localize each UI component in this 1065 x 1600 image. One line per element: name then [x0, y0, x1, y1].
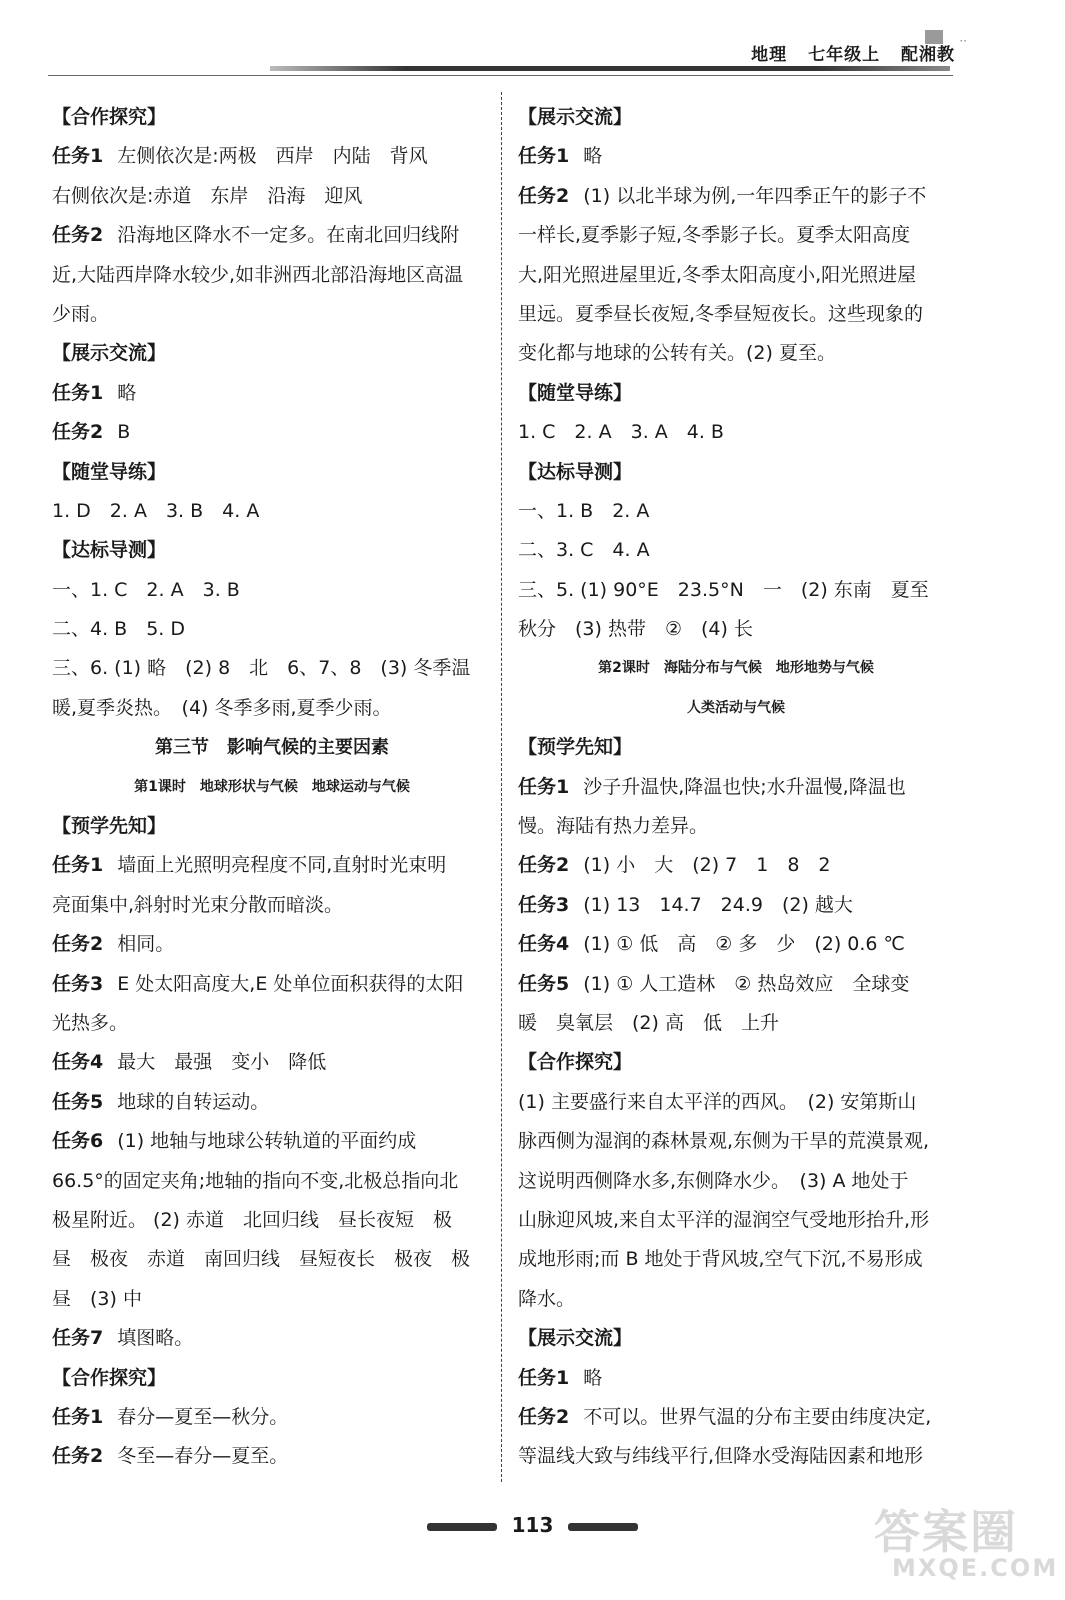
answer-text: 1. D 2. A 3. B 4. A [52, 499, 260, 522]
answer-text: 里远。夏季昼长夜短,冬季昼短夜长。这些现象的 [518, 302, 924, 325]
lesson-subtitle: 第2课时 海陆分布与气候 地形地势与气候 [598, 660, 874, 677]
section-heading: 【预学先知】 [518, 736, 633, 759]
section-heading: 【合作探究】 [518, 1051, 633, 1074]
task-label: 任务6 [52, 1130, 104, 1153]
page-number-right-ornament [568, 1523, 638, 1531]
section-heading: 【合作探究】 [52, 1366, 167, 1389]
answer-text: 秋分 (3) 热带 ② (4) 长 [518, 618, 753, 641]
task-line [52, 216, 492, 255]
task-line [52, 846, 492, 885]
task-line [518, 137, 954, 176]
answer-text: 近,大陆西岸降水较少,如非洲西北部沿海地区高温 [52, 263, 464, 286]
task-line [52, 1043, 492, 1082]
task-answer: 略 [117, 381, 137, 404]
task-answer: (1) 以北半球为例,一年四季正午的影子不 [583, 184, 927, 207]
task-label: 任务1 [52, 381, 104, 404]
section-heading: 【展示交流】 [518, 106, 633, 128]
task-answer: 略 [583, 145, 603, 168]
section-heading: 【预学先知】 [52, 815, 167, 838]
task-line [518, 965, 954, 1004]
left-column [52, 98, 492, 1477]
answer-text: 大,阳光照进屋里近,冬季太阳高度小,阳光照进屋 [518, 263, 917, 286]
answer-text: 成地形雨;而 B 地处于背风坡,空气下沉,不易形成 [518, 1248, 923, 1271]
answer-text: 降水。 [518, 1287, 576, 1310]
task-label: 任务4 [52, 1051, 104, 1074]
watermark-url: MXQE.COM [892, 1554, 1059, 1582]
task-line [52, 925, 492, 964]
section-heading: 【随堂导练】 [518, 381, 633, 404]
task-line [52, 413, 492, 452]
page-number: 113 [511, 1513, 554, 1537]
task-answer: 沙子升温快,降温也快;水升温慢,降温也 [583, 775, 906, 798]
task-label: 任务4 [518, 933, 570, 956]
column-divider [501, 92, 502, 1482]
section-heading: 【随堂导练】 [52, 460, 167, 483]
task-answer: (1) 小 大 (2) 7 1 8 2 [583, 854, 831, 877]
task-answer: 略 [583, 1366, 603, 1389]
task-answer: 填图略。 [117, 1327, 194, 1350]
task-answer: B [117, 421, 131, 444]
task-answer: 墙面上光照明亮程度不同,直射时光束明 [117, 854, 447, 877]
answer-text: 慢。海陆有热力差异。 [518, 815, 709, 838]
section-heading: 【展示交流】 [52, 342, 167, 365]
lesson-subtitle: 第1课时 地球形状与气候 地球运动与气候 [134, 778, 410, 795]
task-line [518, 768, 954, 807]
right-column [518, 98, 954, 1477]
task-label: 任务5 [52, 1090, 104, 1113]
header-subject: 地理 [751, 45, 788, 65]
task-answer: 最大 最强 变小 降低 [117, 1051, 327, 1074]
answer-text: 暖 臭氧层 (2) 高 低 上升 [518, 1011, 779, 1034]
task-label: 任务2 [518, 854, 570, 877]
answer-text: 右侧依次是:赤道 东岸 沿海 迎风 [52, 184, 363, 207]
answer-text: 山脉迎风坡,来自太平洋的湿润空气受地形抬升,形 [518, 1208, 930, 1231]
answer-text: 1. C 2. A 3. A 4. B [518, 421, 724, 444]
task-line [52, 1398, 492, 1437]
task-label: 任务1 [518, 775, 570, 798]
task-label: 任务5 [518, 972, 570, 995]
task-label: 任务2 [52, 421, 104, 444]
answer-text: 二、4. B 5. D [52, 618, 186, 641]
answer-text: 66.5°的固定夹角;地轴的指向不变,北极总指向北 [52, 1169, 459, 1192]
answer-text: 一、1. C 2. A 3. B [52, 578, 240, 601]
header-edition: 配湘教 [901, 45, 955, 65]
task-answer: (1) ① 低 高 ② 多 少 (2) 0.6 ℃ [583, 933, 905, 956]
page-header [737, 40, 955, 65]
task-line [518, 1359, 954, 1398]
task-answer: 冬至—春分—夏至。 [117, 1445, 289, 1468]
answer-text: 三、5. (1) 90°E 23.5°N 一 (2) 东南 夏至 [518, 578, 929, 601]
answer-text: 三、6. (1) 略 (2) 8 北 6、7、8 (3) 冬季温 [52, 657, 471, 680]
watermark-text: 答案圈 [874, 1505, 1018, 1559]
answer-text: 亮面集中,斜射时光束分散而暗淡。 [52, 893, 344, 916]
task-answer: (1) 13 14.7 24.9 (2) 越大 [583, 893, 853, 916]
task-label: 任务3 [518, 893, 570, 916]
task-line [52, 137, 492, 176]
task-answer: (1) ① 人工造林 ② 热岛效应 全球变 [583, 972, 910, 995]
section-heading: 【达标导测】 [518, 460, 633, 483]
answer-text: 光热多。 [52, 1011, 129, 1034]
task-label: 任务1 [518, 145, 570, 168]
task-label: 任务2 [52, 1445, 104, 1468]
page-number-left-ornament [427, 1523, 497, 1531]
task-line [52, 1083, 492, 1122]
task-answer: 相同。 [117, 933, 175, 956]
answer-text: 一、1. B 2. A [518, 499, 650, 522]
task-answer: 春分—夏至—秋分。 [117, 1405, 289, 1428]
task-answer: E 处太阳高度大,E 处单位面积获得的太阳 [117, 972, 464, 995]
answer-text: 二、3. C 4. A [518, 539, 650, 562]
answer-text: 少雨。 [52, 302, 110, 325]
task-answer: 不可以。世界气温的分布主要由纬度决定, [583, 1405, 932, 1428]
task-line [52, 1122, 492, 1161]
lesson-subtitle: 人类活动与气候 [687, 699, 785, 716]
task-answer: (1) 地轴与地球公转轨道的平面约成 [117, 1130, 417, 1153]
task-line [52, 1437, 492, 1476]
task-answer: 左侧依次是:两极 西岸 内陆 背风 [117, 145, 428, 168]
answer-text: 这说明西侧降水多,东侧降水少。 (3) A 地处于 [518, 1169, 909, 1192]
task-label: 任务2 [518, 184, 570, 207]
header-rule-thick [270, 66, 950, 71]
task-answer: 沿海地区降水不一定多。在南北回归线附 [117, 224, 460, 247]
section-heading: 【展示交流】 [518, 1327, 633, 1350]
header-rule-thin [48, 75, 953, 76]
task-label: 任务2 [518, 1405, 570, 1428]
section-title: 第三节 影响气候的主要因素 [155, 737, 389, 759]
answer-text: 一样长,夏季影子短,冬季影子长。夏季太阳高度 [518, 224, 911, 247]
task-line [518, 925, 954, 964]
answer-text: 脉西侧为湿润的森林景观,东侧为干旱的荒漠景观, [518, 1130, 930, 1153]
answer-text: 等温线大致与纬线平行,但降水受海陆因素和地形 [518, 1445, 924, 1468]
task-line [518, 177, 954, 216]
task-line [518, 1398, 954, 1437]
task-label: 任务1 [518, 1366, 570, 1389]
task-line [52, 965, 492, 1004]
task-label: 任务2 [52, 933, 104, 956]
watermark-logo [870, 1490, 1059, 1590]
answer-text: 昼 极夜 赤道 南回归线 昼短夜长 极夜 极 [52, 1248, 471, 1271]
task-label: 任务2 [52, 224, 104, 247]
task-line [518, 886, 954, 925]
answer-text: 变化都与地球的公转有关。(2) 夏至。 [518, 342, 836, 365]
task-line [52, 374, 492, 413]
task-line [52, 1319, 492, 1358]
task-label: 任务1 [52, 1405, 104, 1428]
answer-text: 暖,夏季炎热。 (4) 冬季多雨,夏季少雨。 [52, 696, 392, 719]
answer-text: 极星附近。 (2) 赤道 北回归线 昼长夜短 极 [52, 1208, 452, 1231]
task-answer: 地球的自转运动。 [117, 1090, 270, 1113]
task-label: 任务7 [52, 1327, 104, 1350]
section-heading: 【达标导测】 [52, 539, 167, 562]
task-label: 任务1 [52, 145, 104, 168]
answer-text: 昼 (3) 中 [52, 1287, 142, 1310]
header-corner-dots: ·· [959, 34, 967, 48]
task-line [518, 846, 954, 885]
section-heading: 【合作探究】 [52, 106, 167, 128]
answer-text: (1) 主要盛行来自太平洋的西风。 (2) 安第斯山 [518, 1090, 917, 1113]
task-label: 任务1 [52, 854, 104, 877]
header-grade: 七年级上 [808, 45, 881, 65]
task-label: 任务3 [52, 972, 104, 995]
